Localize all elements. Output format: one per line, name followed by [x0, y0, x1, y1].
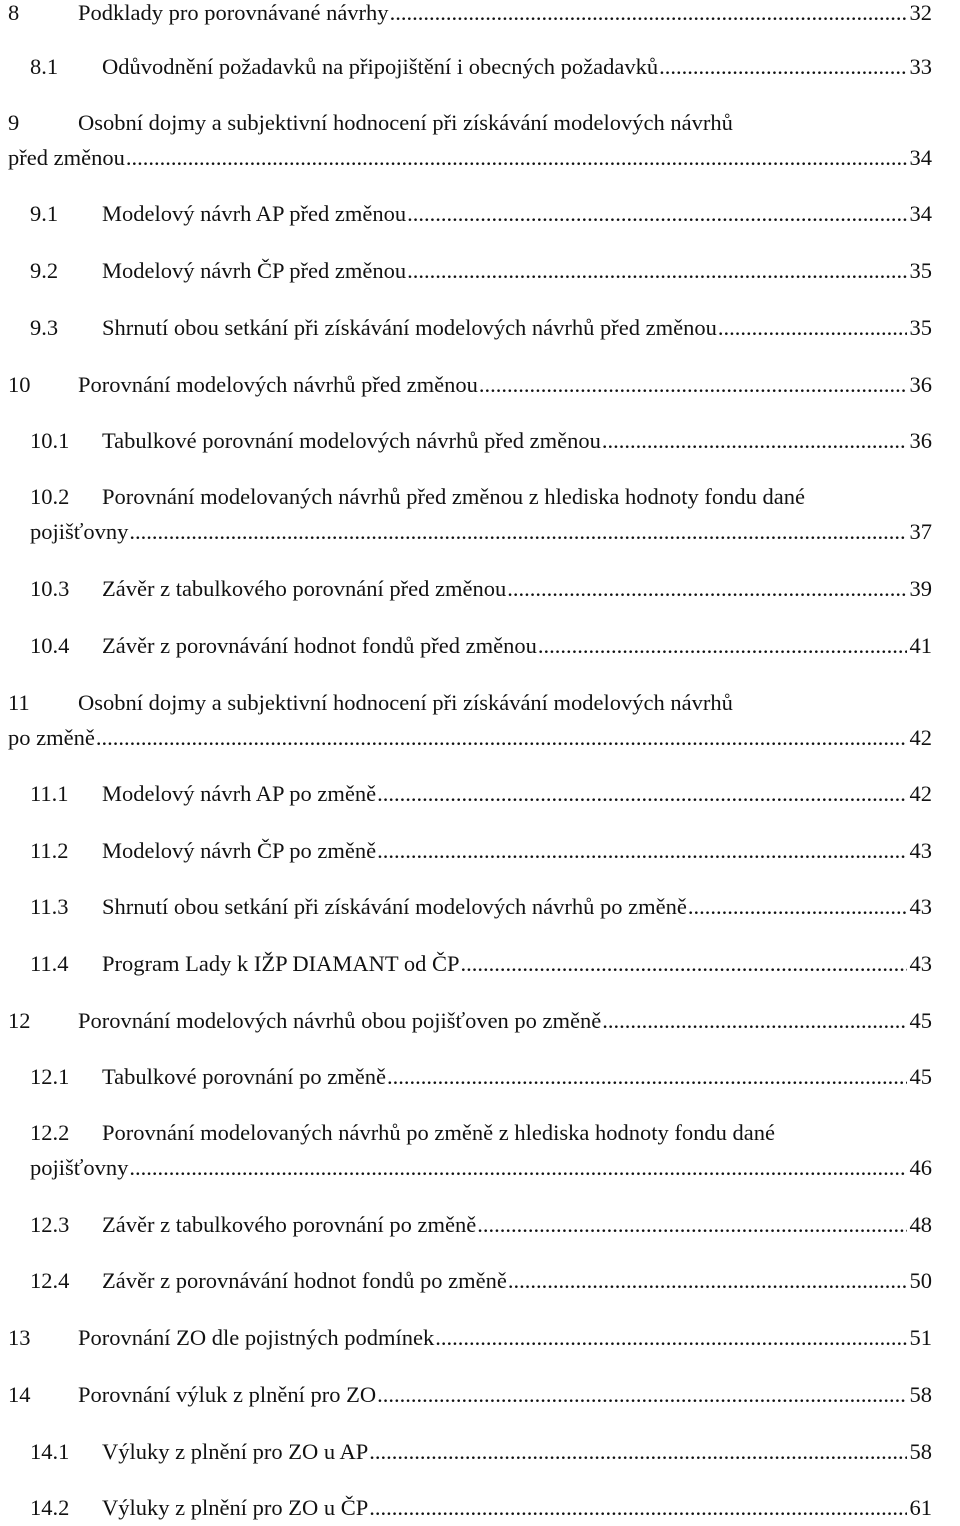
toc-page-number: 37: [909, 519, 932, 544]
toc-number: 10.2: [30, 484, 70, 509]
toc-title: Závěr z porovnávání hodnot fondů po změně: [102, 1268, 507, 1293]
toc-page-number: 61: [909, 1495, 932, 1520]
toc-number: 9: [8, 110, 20, 135]
toc-title: Odůvodnění požadavků na připojištění i obecných požadavků: [102, 54, 659, 79]
toc-entry-continuation[interactable]: [8, 723, 932, 753]
toc-entry-12-3[interactable]: [30, 1210, 932, 1240]
dot-leader: [126, 143, 907, 173]
dot-leader: [688, 892, 907, 922]
toc-entry-11-3[interactable]: [30, 892, 932, 922]
toc-page-number: 33: [909, 54, 932, 79]
toc-page-number: 45: [909, 1008, 932, 1033]
toc-number: 11.2: [30, 838, 69, 863]
toc-entry-13[interactable]: [8, 1323, 932, 1353]
toc-title-continuation: pojišťovny: [30, 519, 129, 544]
toc-title: Shrnutí obou setkání při získávání modelových návrhů po změně: [102, 894, 687, 919]
toc-entry-8-1[interactable]: [30, 52, 932, 82]
toc-page-number: 43: [909, 838, 932, 863]
toc-number: 13: [8, 1325, 31, 1350]
toc-title: Porovnání modelovaných návrhů po změně z hlediska hodnoty fondu dané: [102, 1120, 775, 1145]
toc-title: Porovnání modelovaných návrhů před změnou z hlediska hodnoty fondu dané: [102, 484, 805, 509]
toc-number: 10: [8, 372, 31, 397]
dot-leader: [407, 256, 906, 286]
dot-leader: [659, 52, 906, 82]
toc-page-number: 42: [909, 725, 932, 750]
toc-page-number: 58: [909, 1439, 932, 1464]
toc-page-number: 46: [909, 1155, 932, 1180]
toc-number: 11.4: [30, 951, 69, 976]
toc-title: Porovnání modelových návrhů obou pojišťoven po změně: [78, 1008, 602, 1033]
toc-number: 14.1: [30, 1439, 70, 1464]
toc-page-number: 35: [909, 315, 932, 340]
toc-page-number: 51: [909, 1325, 932, 1350]
toc-title: Modelový návrh AP po změně: [102, 781, 377, 806]
toc-page-number: 41: [909, 633, 932, 658]
toc-title: Modelový návrh AP před změnou: [102, 201, 407, 226]
dot-leader: [407, 199, 906, 229]
toc-title: Závěr z tabulkového porovnání po změně: [102, 1212, 477, 1237]
toc-page-number: 32: [909, 0, 932, 25]
dot-leader: [435, 1323, 906, 1353]
toc-entry-10[interactable]: [8, 370, 932, 400]
toc-entry-9[interactable]: [8, 108, 932, 138]
toc-page-number: 39: [909, 576, 932, 601]
toc-title: Program Lady k IŽP DIAMANT od ČP: [102, 951, 460, 976]
dot-leader: [377, 836, 906, 866]
toc-title: Podklady pro porovnávané návrhy: [78, 0, 389, 25]
dot-leader: [96, 723, 907, 753]
toc-title: Výluky z plnění pro ZO u AP: [102, 1439, 369, 1464]
toc-entry-10-2[interactable]: [30, 482, 932, 512]
toc-entry-14-2[interactable]: [30, 1493, 932, 1523]
dot-leader: [538, 631, 907, 661]
toc-page-number: 36: [909, 428, 932, 453]
dot-leader: [602, 1006, 906, 1036]
toc-number: 9.1: [30, 201, 59, 226]
toc-page-number: 45: [909, 1064, 932, 1089]
toc-title: Závěr z tabulkového porovnání před změnou: [102, 576, 507, 601]
dot-leader: [460, 949, 906, 979]
dot-leader: [369, 1493, 906, 1523]
toc-number: 12.3: [30, 1212, 70, 1237]
toc-page-number: 50: [909, 1268, 932, 1293]
toc-entry-continuation[interactable]: [30, 517, 932, 547]
toc-entry-10-3[interactable]: [30, 574, 932, 604]
toc-entry-12-1[interactable]: [30, 1062, 932, 1092]
toc-entry-10-4[interactable]: [30, 631, 932, 661]
toc-number: 14.2: [30, 1495, 70, 1520]
toc-entry-9-2[interactable]: [30, 256, 932, 286]
toc-title: Porovnání výluk z plnění pro ZO: [78, 1382, 377, 1407]
dot-leader: [718, 313, 907, 343]
toc-number: 9.2: [30, 258, 59, 283]
toc-number: 11.1: [30, 781, 69, 806]
toc-number: 8: [8, 0, 20, 25]
toc-entry-10-1[interactable]: [30, 426, 932, 456]
toc-title: Tabulkové porovnání po změně: [102, 1064, 386, 1089]
dot-leader: [377, 1380, 906, 1410]
toc-number: 9.3: [30, 315, 59, 340]
toc-number: 10.1: [30, 428, 70, 453]
toc-number: 10.4: [30, 633, 70, 658]
dot-leader: [377, 779, 906, 809]
dot-leader: [507, 574, 906, 604]
toc-entry-continuation[interactable]: [8, 143, 932, 173]
toc-title-continuation: pojišťovny: [30, 1155, 129, 1180]
toc-entry-8[interactable]: [8, 0, 932, 28]
toc-entry-14-1[interactable]: [30, 1437, 932, 1467]
toc-number: 11.3: [30, 894, 69, 919]
toc-page-number: 34: [909, 201, 932, 226]
toc-entry-9-1[interactable]: [30, 199, 932, 229]
toc-entry-continuation[interactable]: [30, 1153, 932, 1183]
toc-entry-12-2[interactable]: [30, 1118, 932, 1148]
toc-title: Modelový návrh ČP před změnou: [102, 258, 407, 283]
toc-title: Výluky z plnění pro ZO u ČP: [102, 1495, 369, 1520]
toc-entry-14[interactable]: [8, 1380, 932, 1410]
toc-title-continuation: po změně: [8, 725, 95, 750]
toc-number: 8.1: [30, 54, 59, 79]
toc-number: 12.1: [30, 1064, 70, 1089]
toc-entry-11[interactable]: [8, 688, 932, 718]
dot-leader: [369, 1437, 906, 1467]
toc-number: 14: [8, 1382, 31, 1407]
toc-page-number: 42: [909, 781, 932, 806]
toc-entry-11-4[interactable]: [30, 949, 932, 979]
toc-entry-12[interactable]: [8, 1006, 932, 1036]
toc-title: Osobní dojmy a subjektivní hodnocení při získávání modelových návrhů: [78, 110, 733, 135]
toc-page-number: 48: [909, 1212, 932, 1237]
toc-title: Shrnutí obou setkání při získávání modelových návrhů před změnou: [102, 315, 717, 340]
toc-entry-12-4[interactable]: [30, 1266, 932, 1296]
toc-page-number: 43: [909, 951, 932, 976]
dot-leader: [387, 1062, 907, 1092]
toc-number: 11: [8, 690, 30, 715]
toc-page-number: 34: [909, 145, 932, 170]
toc-title: Porovnání ZO dle pojistných podmínek: [78, 1325, 435, 1350]
toc-page-number: 36: [909, 372, 932, 397]
toc-number: 12.2: [30, 1120, 70, 1145]
dot-leader: [477, 1210, 906, 1240]
toc-entry-11-2[interactable]: [30, 836, 932, 866]
toc-title: Modelový návrh ČP po změně: [102, 838, 377, 863]
dot-leader: [390, 0, 907, 28]
toc-page-number: 43: [909, 894, 932, 919]
toc-page-number: 58: [909, 1382, 932, 1407]
dot-leader: [129, 1153, 906, 1183]
dot-leader: [508, 1266, 907, 1296]
toc-number: 12.4: [30, 1268, 70, 1293]
dot-leader: [479, 370, 907, 400]
toc-entry-9-3[interactable]: [30, 313, 932, 343]
toc-title: Porovnání modelových návrhů před změnou: [78, 372, 478, 397]
dot-leader: [602, 426, 907, 456]
dot-leader: [129, 517, 906, 547]
toc-title: Závěr z porovnávání hodnot fondů před změnou: [102, 633, 537, 658]
toc-title: Tabulkové porovnání modelových návrhů před změnou: [102, 428, 601, 453]
toc-number: 12: [8, 1008, 31, 1033]
toc-title-continuation: před změnou: [8, 145, 125, 170]
toc-entry-11-1[interactable]: [30, 779, 932, 809]
toc-page-number: 35: [909, 258, 932, 283]
toc-number: 10.3: [30, 576, 70, 601]
toc-title: Osobní dojmy a subjektivní hodnocení při získávání modelových návrhů: [78, 690, 733, 715]
